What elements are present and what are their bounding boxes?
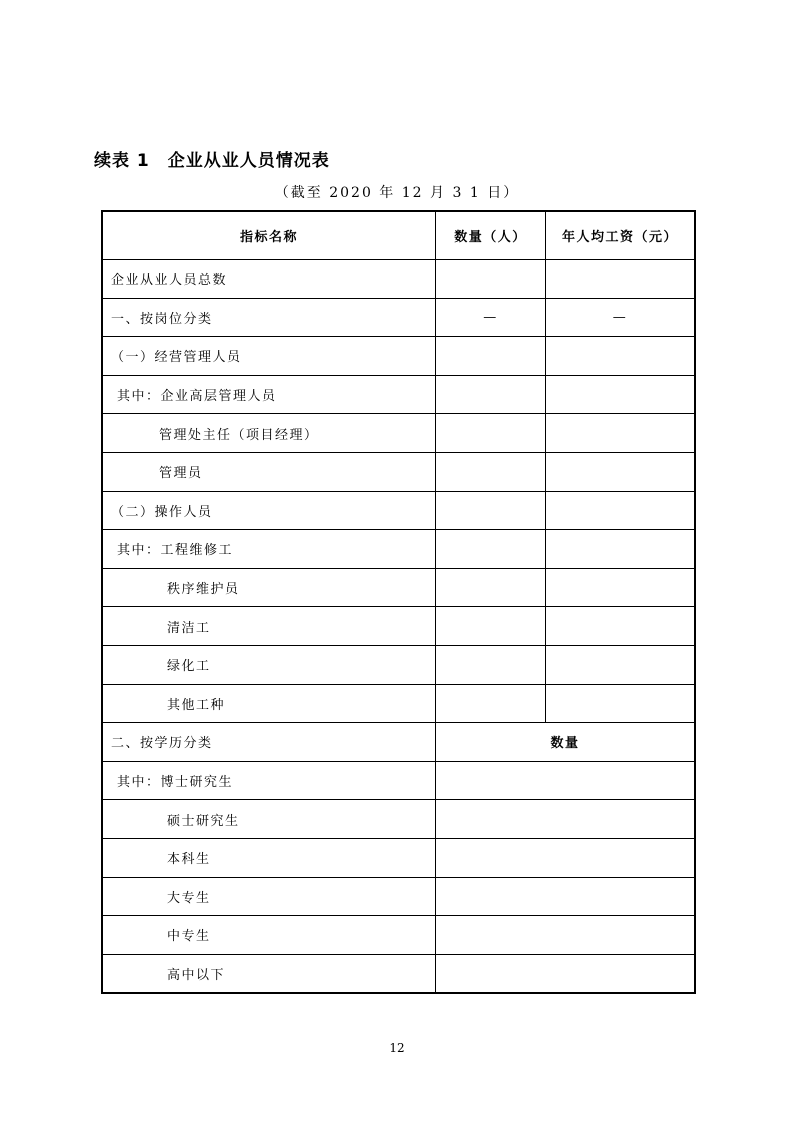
row-salary[interactable] [546, 530, 696, 569]
table-subtitle-date: （截至 2020 年 12 月 3 1 日） [274, 185, 520, 201]
row-salary[interactable] [546, 491, 696, 530]
row-label: （一）经营管理人员 [102, 337, 436, 376]
row-label: 高中以下 [102, 954, 436, 993]
row-label: 其他工种 [102, 684, 436, 723]
row-salary: — [546, 298, 696, 337]
row-count[interactable] [436, 877, 696, 916]
row-label: 中专生 [102, 916, 436, 955]
education-count-header: 数量 [436, 723, 696, 762]
row-salary[interactable] [546, 684, 696, 723]
row-label: 其中：博士研究生 [102, 761, 436, 800]
table-row [102, 530, 695, 569]
education-header-row [102, 723, 695, 762]
table-row [102, 954, 695, 993]
row-salary[interactable] [546, 337, 696, 376]
table-row [102, 375, 695, 414]
row-count: — [436, 298, 546, 337]
row-label: 绿化工 [102, 645, 436, 684]
row-label: （二）操作人员 [102, 491, 436, 530]
table-row [102, 414, 695, 453]
row-count[interactable] [436, 607, 546, 646]
header-salary: 年人均工资（元） [546, 211, 696, 260]
row-count[interactable] [436, 916, 696, 955]
staff-table [101, 210, 696, 994]
row-label: 大专生 [102, 877, 436, 916]
row-label: 秩序维护员 [102, 568, 436, 607]
row-salary[interactable] [546, 375, 696, 414]
row-label: 其中：工程维修工 [102, 530, 436, 569]
table-row [102, 838, 695, 877]
table-row [102, 916, 695, 955]
row-label: 清洁工 [102, 607, 436, 646]
header-name: 指标名称 [102, 211, 436, 260]
table-row [102, 684, 695, 723]
row-count[interactable] [436, 414, 546, 453]
table-row [102, 761, 695, 800]
row-salary[interactable] [546, 568, 696, 607]
row-count[interactable] [436, 568, 546, 607]
table-title: 续表 1 企业从业人员情况表 [94, 151, 330, 171]
row-label: 管理员 [102, 452, 436, 491]
row-count[interactable] [436, 530, 546, 569]
row-salary[interactable] [546, 607, 696, 646]
row-salary[interactable] [546, 452, 696, 491]
row-count[interactable] [436, 337, 546, 376]
table-row [102, 607, 695, 646]
table-row [102, 337, 695, 376]
row-salary[interactable] [546, 260, 696, 299]
table-row [102, 568, 695, 607]
row-count[interactable] [436, 684, 546, 723]
table-row [102, 800, 695, 839]
table-row [102, 877, 695, 916]
row-count[interactable] [436, 375, 546, 414]
table-row [102, 452, 695, 491]
row-count[interactable] [436, 491, 546, 530]
table-row [102, 298, 695, 337]
table-row [102, 645, 695, 684]
table-row [102, 260, 695, 299]
row-label: 硕士研究生 [102, 800, 436, 839]
row-salary[interactable] [546, 645, 696, 684]
table-row [102, 491, 695, 530]
page-number: 12 [389, 1041, 405, 1055]
row-label: 管理处主任（项目经理） [102, 414, 436, 453]
row-count[interactable] [436, 761, 696, 800]
row-salary[interactable] [546, 414, 696, 453]
table-header-row [102, 211, 695, 260]
header-count: 数量（人） [436, 211, 546, 260]
row-count[interactable] [436, 838, 696, 877]
row-label: 企业从业人员总数 [102, 260, 436, 299]
row-count[interactable] [436, 645, 546, 684]
education-label: 二、按学历分类 [102, 723, 436, 762]
row-label: 一、按岗位分类 [102, 298, 436, 337]
row-label: 本科生 [102, 838, 436, 877]
row-count[interactable] [436, 260, 546, 299]
row-count[interactable] [436, 452, 546, 491]
row-count[interactable] [436, 954, 696, 993]
row-label: 其中：企业高层管理人员 [102, 375, 436, 414]
row-count[interactable] [436, 800, 696, 839]
